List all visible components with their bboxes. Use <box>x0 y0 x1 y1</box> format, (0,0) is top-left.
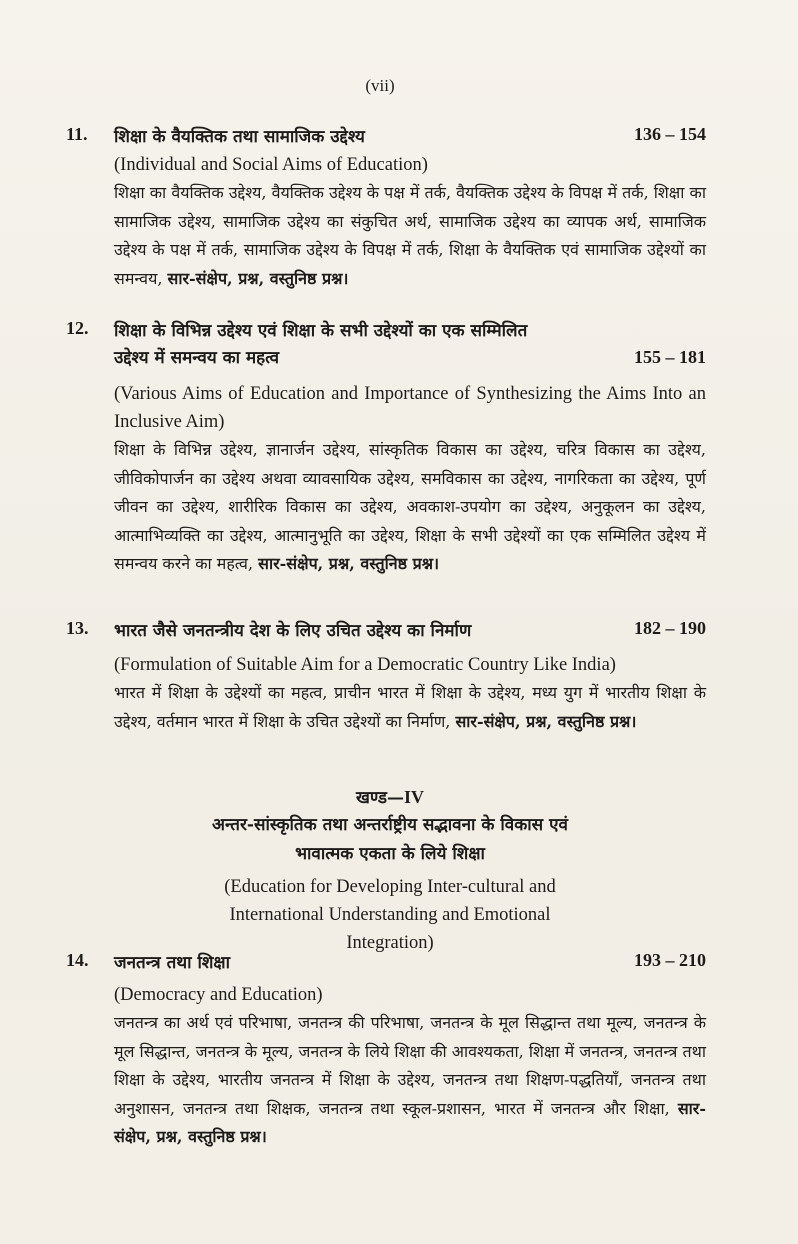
toc-entry-11 <box>66 124 706 293</box>
toc-entry-12 <box>66 318 706 579</box>
entry-topics <box>114 179 706 293</box>
entry-page-range: 136 – 154 <box>634 124 706 144</box>
section-hindi-title-line1: अन्तर-सांस्कृतिक तथा अन्तर्राष्ट्रीय सद्भावना के विकास एवं <box>212 815 568 835</box>
entry-topics <box>114 679 706 736</box>
entry-english-title: (Democracy and Education) <box>114 985 323 1005</box>
entry-title: शिक्षा के विभिन्न उद्देश्य एवं शिक्षा के सभी उद्देश्यों का एक सम्मिलित <box>114 321 528 341</box>
entry-summary: सार-संक्षेप, प्रश्न, वस्तुनिष्ठ प्रश्न। <box>258 554 440 574</box>
entry-english-title: (Various Aims of Education and Importance of Synthesizing the Aims Into an Inclusive Aim) <box>114 384 706 432</box>
entry-topics <box>114 436 706 579</box>
entry-number: 14. <box>66 950 89 970</box>
entry-number: 12. <box>66 318 89 338</box>
entry-page-range: 182 – 190 <box>634 618 706 638</box>
entry-summary: सार-संक्षेप, प्रश्न, वस्तुनिष्ठ प्रश्न। <box>114 1098 706 1147</box>
entry-topics <box>114 1009 706 1152</box>
section-label-text: खण्ड— <box>355 788 405 808</box>
entry-english-title: (Individual and Social Aims of Education) <box>114 155 428 175</box>
entry-title-continued: उद्देश्य में समन्वय का महत्व <box>114 348 280 368</box>
entry-title: भारत जैसे जनतन्त्रीय देश के लिए उचित उद्देश्य का निर्माण <box>114 621 472 641</box>
entry-page-range: 193 – 210 <box>634 950 706 970</box>
section-roman-numeral: IV <box>404 787 425 807</box>
section-label <box>150 784 630 811</box>
section-english-title: (Education for Developing Inter-cultural and International Understanding and Emotional Integration) <box>224 877 556 953</box>
entry-summary: सार-संक्षेप, प्रश्न, वस्तुनिष्ठ प्रश्न। <box>167 268 349 288</box>
entry-page-range: 155 – 181 <box>634 347 706 367</box>
entry-title: शिक्षा के वैयक्तिक तथा सामाजिक उद्देश्य <box>114 127 365 147</box>
entry-number: 13. <box>66 618 89 638</box>
entry-topics-text: शिक्षा का वैयक्तिक उद्देश्य, वैयक्तिक उद्देश्य के पक्ष में तर्क, वैयक्तिक उद्देश्य के विपक्ष में तर्क, शिक्षा का सामाजिक उद्देश्य, सामाजिक उद्देश्य का संकुचित अर्थ, सामाजिक उद्देश्य का व्यापक अर्थ, सामाजिक उद्देश्य के पक्ष में तर्क, सामाजिक उद्देश्य के विपक्ष में तर्क, शिक्षा के वैयक्तिक एवं सामाजिक उद्देश्यों का समन्वय, <box>114 183 706 288</box>
entry-number: 11. <box>66 124 88 144</box>
section-hindi-title-line2: भावात्मक एकता के लिये शिक्षा <box>295 844 485 864</box>
entry-title: जनतन्त्र तथा शिक्षा <box>114 953 230 973</box>
page-number: (vii) <box>365 76 395 95</box>
toc-entry-13 <box>66 618 706 736</box>
section-heading-block <box>150 784 630 957</box>
entry-topics-text: भारत में शिक्षा के उद्देश्यों का महत्व, प्राचीन भारत में शिक्षा के उद्देश्य, मध्य युग में भारतीय शिक्षा के उद्देश्य, वर्तमान भारत में शिक्षा के उचित उद्देश्यों का निर्माण, <box>114 683 706 731</box>
entry-summary: सार-संक्षेप, प्रश्न, वस्तुनिष्ठ प्रश्न। <box>455 711 637 731</box>
entry-topics-text: शिक्षा के विभिन्न उद्देश्य, ज्ञानार्जन उद्देश्य, सांस्कृतिक विकास का उद्देश्य, चरित्र विकास का उद्देश्य, जीविकोपार्जन का उद्देश्य अथवा व्यावसायिक उद्देश्य, समविकास का उद्देश्य, नागरिकता का उद्देश्य, पूर्ण जीवन का उद्देश्य, शारीरिक विकास का उद्देश्य, अवकाश-उपयोग का उद्देश्य, अनुकूलन का उद्देश्य, आत्माभिव्यक्ति का उद्देश्य, आत्मानुभूति का उद्देश्य, शिक्षा के सभी उद्देश्यों का एक सम्मिलित उद्देश्य में समन्वय करने का महत्व, <box>114 440 706 574</box>
entry-topics-text: जनतन्त्र का अर्थ एवं परिभाषा, जनतन्त्र की परिभाषा, जनतन्त्र के मूल सिद्धान्त तथा मूल्य, जनतन्त्र के मूल सिद्धान्त, जनतन्त्र के मूल्य, जनतन्त्र के लिये शिक्षा की आवश्यकता, शिक्षा में जनतन्त्र, जनतन्त्र तथा शिक्षा के उद्देश्य, भारतीय जनतन्त्र में शिक्षा के उद्देश्य, जनतन्त्र तथा शिक्षण-पद्धतियाँ, जनतन्त्र तथा अनुशासन, जनतन्त्र तथा शिक्षक, जनतन्त्र तथा स्कूल-प्रशासन, भारत में जनतन्त्र और शिक्षा, <box>114 1013 706 1118</box>
toc-entry-14 <box>66 950 706 1152</box>
entry-english-title: (Formulation of Suitable Aim for a Democratic Country Like India) <box>114 655 616 675</box>
